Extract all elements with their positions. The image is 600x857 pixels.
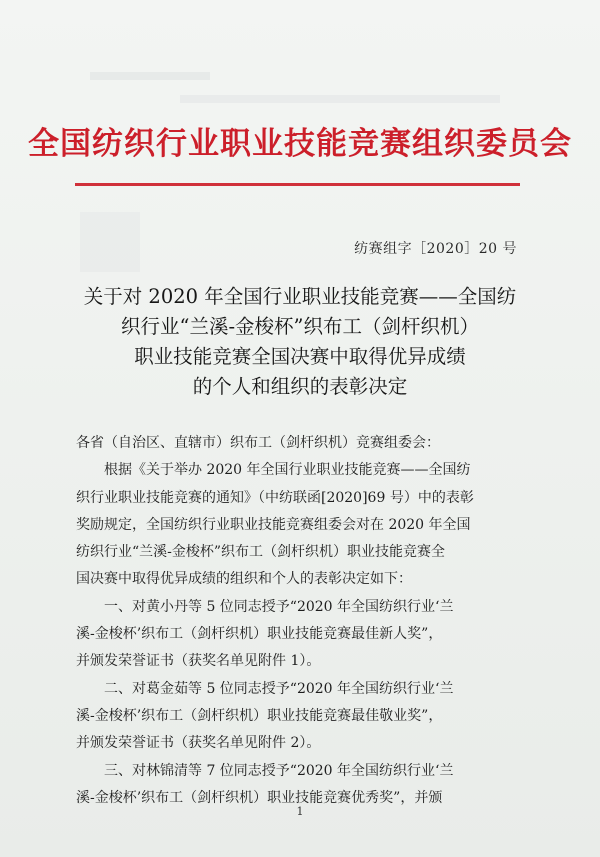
body-line: 并颁发荣誉证书（获奖名单见附件 1）。: [76, 653, 321, 670]
title-line: 关于对 2020 年全国行业职业技能竞赛——全国纺: [83, 285, 517, 308]
title-line: 的个人和组织的表彰决定: [192, 375, 408, 398]
page-number: 1: [296, 805, 304, 818]
body-line: 国决赛中取得优异成绩的组织和个人的表彰决定如下：: [76, 571, 412, 588]
bleed-through-texture: [180, 95, 500, 103]
body-line: 并颁发荣誉证书（获奖名单见附件 2）。: [76, 735, 321, 752]
bleed-through-texture: [80, 212, 140, 272]
body-line: 根据《关于举办 2020 年全国行业职业技能竞赛——全国纺: [104, 462, 471, 479]
body-line: 溪-金梭杯’织布工（剑杆织机）职业技能竞赛最佳新人奖”，: [76, 626, 443, 643]
title-line: 职业技能竞赛全国决赛中取得优异成绩: [134, 345, 466, 368]
award-item-2: 二、对葛金茹等 5 位同志授予“2020 年全国纺织行业‘兰: [104, 680, 454, 697]
award-item-1: 一、对黄小丹等 5 位同志授予“2020 年全国纺织行业‘兰: [104, 598, 454, 615]
document-title: [60, 282, 540, 402]
bleed-through-texture: [90, 72, 210, 80]
document-body: [76, 430, 526, 812]
body-line: 溪-金梭杯’织布工（剑杆织机）职业技能竞赛最佳敬业奖”，: [76, 707, 443, 724]
issuer-title: 全国纺织行业职业技能竞赛组织委员会: [28, 126, 572, 162]
body-line: 纺织行业“兰溪-金梭杯”织布工（剑杆织机）职业技能竞赛全: [76, 544, 446, 561]
body-line: 溪-金梭杯’织布工（剑杆织机）职业技能竞赛优秀奖”，并颁: [76, 789, 443, 806]
document-number: 纺赛组字［2020］20 号: [354, 241, 517, 257]
header-divider: [75, 183, 520, 186]
salutation: 各省（自治区、直辖市）织布工（剑杆织机）竞赛组委会：: [76, 435, 440, 451]
body-line: 奖励规定，全国纺织行业职业技能竞赛组委会对在 2020 年全国: [76, 516, 471, 533]
title-line: 织行业“兰溪-金梭杯”织布工（剑杆织机）: [120, 315, 480, 338]
body-line: 织行业职业技能竞赛的通知》（中纺联函[2020]69 号）中的表彰: [76, 489, 474, 506]
award-item-3: 三、对林锦清等 7 位同志授予“2020 年全国纺织行业‘兰: [104, 762, 454, 779]
